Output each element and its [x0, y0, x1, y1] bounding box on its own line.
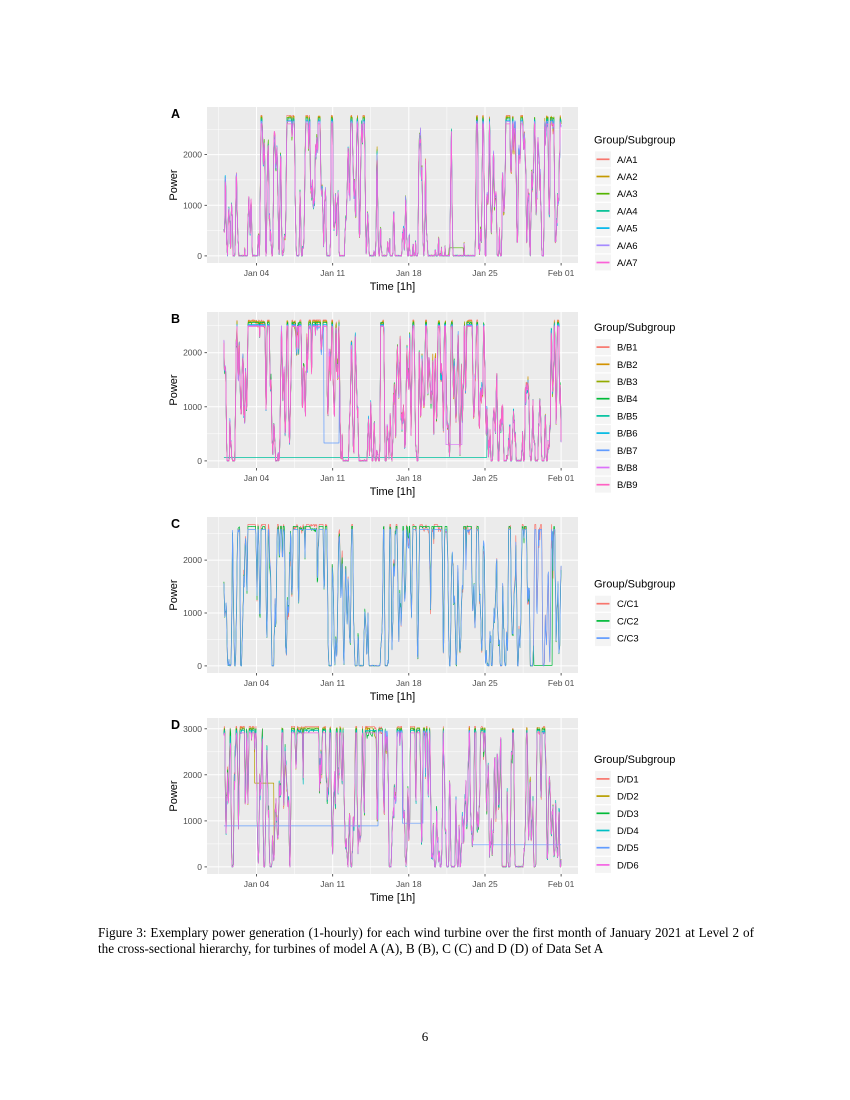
panel-B: [165, 306, 700, 511]
panel-label: B: [171, 312, 181, 326]
y-tick-label: 0: [197, 250, 202, 261]
x-tick-label: Jan 11: [320, 879, 346, 889]
legend-label: A/A7: [617, 258, 638, 269]
legend-entry: [595, 186, 638, 202]
y-axis-title: Power: [168, 374, 180, 406]
x-tick-label: Jan 18: [396, 678, 422, 688]
y-tick-label: 2000: [183, 149, 202, 160]
legend-label: D/D4: [617, 826, 639, 837]
panel-C: [165, 511, 700, 716]
legend-label: A/A1: [617, 154, 638, 166]
legend-entry: [595, 220, 638, 236]
legend-entry: [595, 151, 638, 167]
legend-label: B/B3: [617, 377, 638, 388]
y-tick-label: 1000: [183, 608, 202, 618]
x-tick-label: Jan 04: [243, 678, 270, 688]
legend-label: A/A5: [617, 223, 638, 235]
y-tick-label: 1000: [183, 401, 202, 412]
x-tick-label: Feb 01: [547, 879, 575, 889]
x-tick-label: Jan 25: [472, 879, 498, 889]
plot-area: [207, 517, 578, 673]
y-axis-title: Power: [168, 169, 180, 201]
y-tick-label: 2000: [183, 555, 202, 566]
panel-D: [165, 712, 700, 917]
legend-entry: [595, 237, 638, 253]
panel-B-chart: [165, 306, 700, 511]
y-tick-label: 2000: [183, 769, 202, 780]
legend-entry: [595, 613, 639, 629]
x-tick-label: Feb 01: [547, 473, 575, 483]
x-axis-title: Time [1h]: [369, 892, 416, 904]
legend-label: B/B6: [617, 428, 638, 440]
y-axis-title: Power: [168, 579, 180, 611]
legend-entry: [595, 408, 638, 424]
legend-label: B/B8: [617, 463, 638, 474]
x-tick-label: Jan 25: [472, 268, 498, 278]
x-tick-label: Jan 18: [396, 268, 422, 278]
legend-title: Group/Subgroup: [594, 134, 676, 147]
x-tick-label: Jan 18: [396, 473, 422, 483]
legend-label: A/A2: [617, 172, 638, 183]
legend-entry: [595, 356, 638, 372]
legend-entry: [595, 477, 638, 493]
x-tick-label: Feb 01: [547, 268, 575, 278]
x-tick-label: Jan 25: [472, 473, 498, 483]
legend-label: D/D6: [617, 860, 639, 872]
legend-label: D/D3: [617, 808, 639, 820]
y-tick-label: 1000: [183, 200, 202, 211]
legend-entry: [595, 339, 638, 355]
legend-title: Group/Subgroup: [594, 322, 676, 335]
legend-label: A/A3: [617, 189, 638, 201]
legend-label: D/D2: [617, 791, 639, 803]
legend-entry: [595, 203, 638, 219]
legend-entry: [595, 391, 638, 407]
y-tick-label: 0: [197, 660, 202, 671]
legend-entry: [595, 630, 639, 646]
y-axis-title: Power: [168, 780, 180, 812]
legend-entry: [595, 374, 638, 390]
legend-label: A/A6: [617, 240, 638, 252]
x-tick-label: Jan 25: [472, 678, 498, 688]
x-tick-label: Jan 11: [320, 268, 346, 278]
panel-A-chart: [165, 101, 700, 306]
x-tick-label: Jan 04: [243, 879, 270, 889]
legend-label: B/B2: [617, 359, 638, 371]
figure-caption: Figure 3: Exemplary power generation (1-hourly) for each wind turbine over the first month of January 2021 at Level 2 of the cross-sectional hierarchy, for turbines of model A (A), B (B), C (C) and D (D) of Data Set A: [98, 925, 754, 956]
legend-label: D/D1: [617, 774, 639, 786]
panel-label: C: [171, 517, 181, 531]
legend-entry: [595, 840, 639, 856]
y-tick-label: 3000: [183, 723, 202, 734]
x-axis-title: Time [1h]: [369, 486, 416, 498]
x-axis-title: Time [1h]: [369, 281, 416, 293]
legend-label: B/B1: [617, 342, 638, 354]
legend-entry: [595, 425, 638, 441]
x-tick-label: Jan 04: [243, 268, 270, 278]
y-tick-label: 0: [197, 861, 202, 872]
legend-label: B/B7: [617, 445, 638, 457]
x-tick-label: Feb 01: [547, 678, 575, 688]
legend-label: B/B5: [617, 411, 638, 423]
legend-label: C/C3: [617, 633, 639, 645]
legend-entry: [595, 823, 639, 839]
legend-label: B/B9: [617, 480, 638, 492]
x-axis-title: Time [1h]: [369, 691, 416, 703]
x-tick-label: Jan 04: [243, 473, 270, 483]
legend-label: A/A4: [617, 206, 638, 218]
page-number: 6: [421, 1029, 429, 1044]
legend-title: Group/Subgroup: [594, 753, 676, 766]
legend-entry: [595, 857, 639, 873]
legend-entry: [595, 596, 639, 612]
y-tick-label: 0: [197, 455, 202, 466]
x-tick-label: Jan 18: [396, 879, 422, 889]
y-tick-label: 2000: [183, 347, 202, 358]
legend-label: D/D5: [617, 843, 639, 855]
panel-A: [165, 101, 700, 306]
legend-entry: [595, 788, 639, 804]
legend-entry: [595, 460, 638, 476]
legend-entry: [595, 169, 638, 185]
legend-label: C/C2: [617, 616, 639, 628]
x-tick-label: Jan 11: [320, 473, 346, 483]
legend-label: C/C1: [617, 599, 639, 611]
panel-C-chart: [165, 511, 700, 716]
legend-label: B/B4: [617, 394, 638, 406]
y-tick-label: 1000: [183, 815, 202, 826]
panel-label: A: [171, 107, 181, 121]
legend-entry: [595, 771, 639, 787]
legend-entry: [595, 442, 638, 458]
legend-title: Group/Subgroup: [594, 578, 676, 591]
panel-label: D: [171, 718, 181, 732]
legend-entry: [595, 805, 639, 821]
panel-D-chart: [165, 712, 700, 917]
legend-entry: [595, 255, 638, 271]
x-tick-label: Jan 11: [320, 678, 346, 688]
